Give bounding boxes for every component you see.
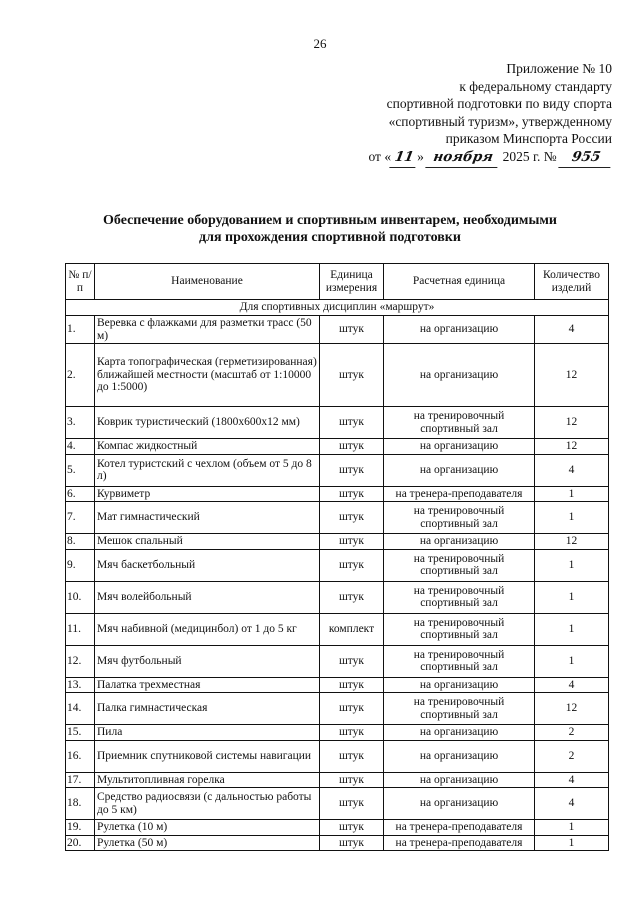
table-row: [66, 613, 609, 645]
appendix-line-2: к федеральному стандарту: [459, 78, 612, 94]
equipment-table: [65, 263, 609, 851]
row-number: 4.: [66, 439, 95, 455]
table-row: [66, 677, 609, 693]
calc-unit-cell: на тренировочный спортивный зал: [384, 613, 535, 645]
quantity-cell: 12: [535, 534, 609, 550]
section-title: Для спортивных дисциплин «маршрут»: [66, 300, 609, 316]
calc-unit-cell: на организацию: [384, 788, 535, 820]
item-name: Компас жидкостный: [95, 439, 320, 455]
calc-unit-cell: на организацию: [384, 740, 535, 772]
unit-cell: штук: [320, 645, 384, 677]
calc-unit-cell: на организацию: [384, 439, 535, 455]
item-name: Рулетка (50 м): [95, 835, 320, 851]
table-row: [66, 725, 609, 741]
unit-cell: штук: [320, 788, 384, 820]
unit-cell: штук: [320, 677, 384, 693]
table-row: [66, 407, 609, 439]
quantity-cell: 1: [535, 835, 609, 851]
table-row: [66, 645, 609, 677]
row-number: 16.: [66, 740, 95, 772]
unit-cell: штук: [320, 835, 384, 851]
header-unit: Единица измерения: [320, 264, 384, 300]
row-number: 20.: [66, 835, 95, 851]
handwritten-order-number: 955: [558, 149, 613, 168]
quantity-cell: 4: [535, 788, 609, 820]
unit-cell: штук: [320, 820, 384, 836]
quantity-cell: 1: [535, 613, 609, 645]
table-header-row: [66, 264, 609, 300]
unit-cell: штук: [320, 581, 384, 613]
unit-cell: штук: [320, 534, 384, 550]
unit-cell: штук: [320, 486, 384, 502]
row-number: 9.: [66, 549, 95, 581]
item-name: Палатка трехместная: [95, 677, 320, 693]
unit-cell: штук: [320, 772, 384, 788]
unit-cell: комплект: [320, 613, 384, 645]
row-number: 5.: [66, 454, 95, 486]
table-row: [66, 788, 609, 820]
date-prefix: от «: [368, 148, 392, 164]
quantity-cell: 4: [535, 677, 609, 693]
page-number: 26: [313, 36, 327, 51]
item-name: Карта топографическая (герметизированная) ближайшей местности (масштаб от 1:10000 до 1:5000): [95, 344, 320, 407]
header-qty: Количество изделий: [535, 264, 609, 300]
document-title: [60, 212, 600, 246]
quantity-cell: 12: [535, 693, 609, 725]
item-name: Курвиметр: [95, 486, 320, 502]
unit-cell: штук: [320, 740, 384, 772]
item-name: Коврик туристический (1800х600х12 мм): [95, 407, 320, 439]
quantity-cell: 1: [535, 645, 609, 677]
item-name: Мяч футбольный: [95, 645, 320, 677]
calc-unit-cell: на организацию: [384, 344, 535, 407]
calc-unit-cell: на организацию: [384, 772, 535, 788]
table-row: [66, 439, 609, 455]
unit-cell: штук: [320, 549, 384, 581]
row-number: 8.: [66, 534, 95, 550]
calc-unit-cell: на организацию: [384, 454, 535, 486]
table-row: [66, 502, 609, 534]
appendix-line-5: приказом Минспорта России: [445, 131, 612, 146]
table-row: [66, 772, 609, 788]
row-number: 11.: [66, 613, 95, 645]
calc-unit-cell: на организацию: [384, 677, 535, 693]
table-row: [66, 835, 609, 851]
table-row: [66, 344, 609, 407]
item-name: Пила: [95, 725, 320, 741]
row-number: 2.: [66, 344, 95, 407]
item-name: Веревка с флажками для разметки трасс (50 м): [95, 316, 320, 344]
calc-unit-cell: на тренировочный спортивный зал: [384, 502, 535, 534]
quantity-cell: 4: [535, 772, 609, 788]
quantity-cell: 2: [535, 725, 609, 741]
quantity-cell: 2: [535, 740, 609, 772]
title-line-1: Обеспечение оборудованием и спортивным инвентарем, необходимыми: [103, 213, 557, 228]
item-name: Приемник спутниковой системы навигации: [95, 740, 320, 772]
row-number: 1.: [66, 316, 95, 344]
row-number: 17.: [66, 772, 95, 788]
item-name: Рулетка (10 м): [95, 820, 320, 836]
quantity-cell: 1: [535, 549, 609, 581]
row-number: 18.: [66, 788, 95, 820]
item-name: Мешок спальный: [95, 534, 320, 550]
unit-cell: штук: [320, 439, 384, 455]
table-row: [66, 820, 609, 836]
table-row: [66, 316, 609, 344]
row-number: 13.: [66, 677, 95, 693]
calc-unit-cell: на тренировочный спортивный зал: [384, 407, 535, 439]
section-row: [66, 300, 609, 316]
row-number: 10.: [66, 581, 95, 613]
item-name: Мяч баскетбольный: [95, 549, 320, 581]
quantity-cell: 1: [535, 486, 609, 502]
table-row: [66, 740, 609, 772]
table-row: [66, 454, 609, 486]
order-date-line: [312, 148, 612, 168]
header-calc: Расчетная единица: [384, 264, 535, 300]
quantity-cell: 4: [535, 454, 609, 486]
appendix-line-4: «спортивный туризм», утвержденному: [388, 113, 612, 129]
date-mid: »: [417, 148, 424, 164]
item-name: Мяч набивной (медицинбол) от 1 до 5 кг: [95, 613, 320, 645]
quantity-cell: 1: [535, 581, 609, 613]
row-number: 7.: [66, 502, 95, 534]
header-name: Наименование: [95, 264, 320, 300]
table-row: [66, 534, 609, 550]
row-number: 12.: [66, 645, 95, 677]
handwritten-month: ноября: [426, 149, 501, 168]
quantity-cell: 12: [535, 439, 609, 455]
unit-cell: штук: [320, 693, 384, 725]
item-name: Палка гимнастическая: [95, 693, 320, 725]
appendix-header: [312, 60, 612, 167]
item-name: Мат гимнастический: [95, 502, 320, 534]
handwritten-day: 11: [389, 149, 418, 168]
table-row: [66, 486, 609, 502]
unit-cell: штук: [320, 502, 384, 534]
table-row: [66, 581, 609, 613]
calc-unit-cell: на тренировочный спортивный зал: [384, 549, 535, 581]
unit-cell: штук: [320, 725, 384, 741]
quantity-cell: 4: [535, 316, 609, 344]
calc-unit-cell: на тренера-преподавателя: [384, 835, 535, 851]
calc-unit-cell: на организацию: [384, 534, 535, 550]
date-year: 2025 г. №: [502, 148, 557, 164]
row-number: 14.: [66, 693, 95, 725]
row-number: 19.: [66, 820, 95, 836]
item-name: Мяч волейбольный: [95, 581, 320, 613]
appendix-line-1: Приложение № 10: [506, 61, 612, 76]
unit-cell: штук: [320, 454, 384, 486]
item-name: Мультитопливная горелка: [95, 772, 320, 788]
quantity-cell: 1: [535, 502, 609, 534]
table-row: [66, 693, 609, 725]
calc-unit-cell: на организацию: [384, 316, 535, 344]
quantity-cell: 12: [535, 407, 609, 439]
quantity-cell: 12: [535, 344, 609, 407]
calc-unit-cell: на тренировочный спортивный зал: [384, 581, 535, 613]
row-number: 3.: [66, 407, 95, 439]
calc-unit-cell: на тренера-преподавателя: [384, 820, 535, 836]
unit-cell: штук: [320, 316, 384, 344]
title-line-2: для прохождения спортивной подготовки: [199, 230, 461, 245]
calc-unit-cell: на тренировочный спортивный зал: [384, 645, 535, 677]
calc-unit-cell: на организацию: [384, 725, 535, 741]
row-number: 6.: [66, 486, 95, 502]
item-name: Котел туристский с чехлом (объем от 5 до 8 л): [95, 454, 320, 486]
appendix-line-3: спортивной подготовки по виду спорта: [386, 96, 612, 111]
item-name: Средство радиосвязи (с дальностью работы до 5 км): [95, 788, 320, 820]
row-number: 15.: [66, 725, 95, 741]
calc-unit-cell: на тренировочный спортивный зал: [384, 693, 535, 725]
table-row: [66, 549, 609, 581]
calc-unit-cell: на тренера-преподавателя: [384, 486, 535, 502]
quantity-cell: 1: [535, 820, 609, 836]
unit-cell: штук: [320, 344, 384, 407]
unit-cell: штук: [320, 407, 384, 439]
header-num: № п/п: [66, 264, 95, 300]
